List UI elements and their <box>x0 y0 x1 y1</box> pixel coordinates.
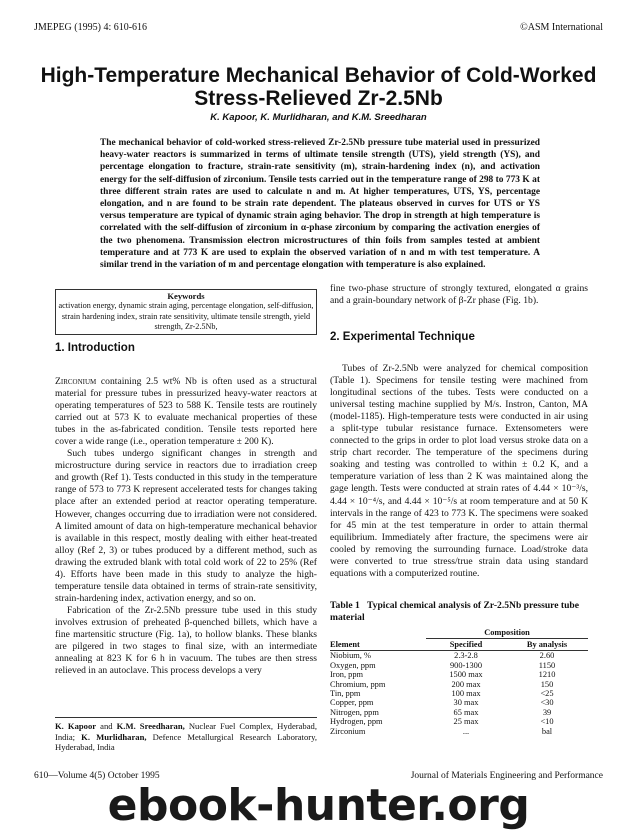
affil-join: and <box>96 721 117 731</box>
intro-paragraph-1-text: containing 2.5 wt% Nb is often used as a structural material for pressure tubes in pressurized heavy-water reactors at operating temperatures of 523 to 588 K. Tensile tests are routinely carried out at 573 K to evaluate mechanical properties of these tubes in the as-fabricated condition. Tensile tests reported here cover a wide range (i.e., operation temperature ± 200 K). <box>55 376 317 448</box>
cell-analysis: 2.60 <box>539 651 555 661</box>
composition-group-header: Composition <box>426 628 588 639</box>
cell-analysis: <25 <box>540 688 554 698</box>
table-row <box>330 661 588 670</box>
author-list: K. Kapoor, K. Murlidharan, and K.M. Sreedharan <box>210 112 427 123</box>
cell-analysis: 150 <box>540 679 554 689</box>
cell-analysis: 1210 <box>538 670 556 680</box>
section-heading-experimental: 2. Experimental Technique <box>330 331 475 343</box>
experimental-body <box>330 363 588 580</box>
keywords-heading: Keywords <box>167 291 205 301</box>
journal-reference: JMEPEG (1995) 4: 610-616 <box>34 22 148 33</box>
cell-specified: 200 max <box>451 679 481 689</box>
cell-element: Oxygen, ppm <box>330 660 376 670</box>
affil-org-1: Nuclear Fuel Complex, Hyderabad, India; <box>55 721 317 742</box>
section-heading-introduction: 1. Introduction <box>55 342 135 354</box>
table-row <box>330 670 588 679</box>
column-header-specified: Specified <box>449 640 483 650</box>
column-header-analysis: By analysis <box>526 640 568 650</box>
table-1-caption <box>330 600 588 624</box>
cell-specified: 25 max <box>453 717 479 727</box>
cell-analysis: <30 <box>540 698 554 708</box>
column-header-element: Element <box>330 639 360 649</box>
cell-specified: 30 max <box>453 698 479 708</box>
continued-paragraph: fine two-phase structure of strongly textured, elongated α grains and a grain-boundary network of β-Zr phase (Fig. 1b). <box>330 283 588 307</box>
abstract: The mechanical behavior of cold-worked stress-relieved Zr-2.5Nb pressure tube material used in pressurized heavy-water reactors is summarized in terms of ultimate tensile strength (UTS), yield strength (YS), and percentage elongation to fracture, strain-rate sensitivity (m), strain-hardening index (n), and activation energy for the self-diffusion of zirconium. Tensile tests carried out in the temperature range of 298 to 773 K at three different strain rates are used to calculate n and m. At higher temperatures, UTS, YS, percentage elongation, and n are found to be strain rate dependent. The plateaus observed in curves for UTS or YS versus temperature are typical of dynamic strain aging behavior. The drop in strength at high temperature is correlated with the self-diffusion of zirconium in α-phase zirconium by comparing the activation energies of the two phenomena. Transmission electron microstructures of thin foils from samples tested at ambient temperature and at 773 K are used to explain the observed variation of n and m with test temperature. A similar trend in the variation of m and percentage elongation with temperature is also explained. <box>100 138 540 271</box>
footer-volume: 610—Volume 4(5) October 1995 <box>34 771 160 781</box>
composition-table <box>330 628 588 736</box>
table-row <box>330 698 588 707</box>
table-row <box>330 717 588 726</box>
cell-element: Zirconium <box>330 726 366 736</box>
author-affiliation-footnote <box>55 717 317 753</box>
footer-journal-name: Journal of Materials Engineering and Performance <box>410 771 603 781</box>
watermark: ebook-hunter.org <box>107 780 530 831</box>
cell-analysis: <10 <box>540 717 554 727</box>
keywords-text: activation energy, dynamic strain aging, percentage elongation, self-diffusion, strain hardening index, strain rate sensitivity, ultimate tensile strength, yield strength, Zr-2.5Nb, <box>58 301 314 332</box>
copyright-notice: ©ASM International <box>520 22 603 33</box>
affil-org-2: Defence Metallurgical Research Laboratory, Hyderabad, India <box>55 731 317 753</box>
table-1-caption-text: Typical chemical analysis of Zr-2.5Nb pressure tube material <box>330 600 580 623</box>
table-1 <box>330 628 588 736</box>
drop-lead-word: Zirconium <box>55 376 97 387</box>
table-1-label: Table 1 <box>330 600 360 611</box>
cell-specified: 100 max <box>451 688 481 698</box>
table-row <box>330 708 588 717</box>
cell-specified: 900-1300 <box>449 660 483 670</box>
table-1-body <box>330 651 588 736</box>
cell-analysis: 1150 <box>538 660 556 670</box>
table-row <box>330 689 588 698</box>
cell-element: Iron, ppm <box>330 670 364 680</box>
affil-names-1: K. Kapoor <box>55 721 97 731</box>
introduction-body <box>55 376 317 677</box>
affil-names-3: K. Murlidharan, <box>81 731 147 742</box>
affil-names-2: K.M. Sreedharan, <box>116 721 185 731</box>
experimental-paragraph-1: Tubes of Zr-2.5Nb were analyzed for chemical composition (Table 1). Specimens for tensile testing were machined from longitudinal sections of the tubes. Tests were conducted on a universal testing machine supplied by M/s. Instron, Canton, MA (model-1185). High-temperature tests were conducted in air using a split-type tubular resistance furnace. Extensometers were connected to the grips in order to plot load versus stroke data on a strip chart recorder. The temperature of the specimens during soaking and testing was controlled to within ± 0.2 K, and a temperature variation of less than 2 K was maintained along the gage length. Tests were conducted at strain rates of 4.44 × 10⁻³/s, 4.44 × 10⁻⁴/s, and 4.44 × 10⁻⁵/s at room temperature and at 50 K intervals in the range of 423 to 773 K. The specimens were soaked for 45 min at the test temperature in order to attain thermal equilibrium. Immediately after fracture, the specimens were air cooled by removing the surrounding furnace. Load/stroke data were converted to true stress/true strain data using standard equations with a computerized routine. <box>330 363 588 579</box>
cell-analysis: bal <box>541 726 553 736</box>
cell-analysis: 39 <box>542 707 552 717</box>
keywords-box <box>55 289 317 335</box>
cell-specified: 2.3-2.8 <box>454 651 478 661</box>
table-row <box>330 651 588 661</box>
cell-specified: 1500 max <box>449 670 483 680</box>
cell-element: Copper, ppm <box>330 698 374 708</box>
cell-element: Hydrogen, ppm <box>330 717 383 727</box>
table-row <box>330 680 588 689</box>
table-row <box>330 727 588 736</box>
cell-element: Niobium, % <box>330 651 371 661</box>
cell-specified: 65 max <box>453 707 479 717</box>
cell-element: Chromium, ppm <box>330 679 386 689</box>
cell-specified: ... <box>462 726 470 736</box>
paper-title: High-Temperature Mechanical Behavior of Cold-Worked Stress-Relieved Zr-2.5Nb <box>40 64 597 110</box>
intro-paragraph-1 <box>55 376 317 448</box>
cell-element: Nitrogen, ppm <box>330 707 379 717</box>
cell-element: Tin, ppm <box>330 688 361 698</box>
intro-paragraph-2: Such tubes undergo significant changes in strength and microstructure during service in reactors due to irradiation creep and growth (Ref 1). Tests conducted in this study in the temperature range of 573 to 773 K represent accelerated tests for changes taking place after an extended period at reactor operating temperature. However, changes occurring due to irradiation were not considered. A limited amount of data on high-temperature mechanical behavior is available in this respect, mostly dealing with either heat-treated alloy (Ref 2, 3) or tubes produced by a different method, such as drawing the extruded blank with total cold work of 22 to 25% (Ref 4). Efforts have been made in this study to analyze the high-temperature tensile data obtained in terms of strain-rate sensitivity, strain-hardening index, activation energy, and so on. <box>55 448 317 604</box>
intro-paragraph-3: Fabrication of the Zr-2.5Nb pressure tube used in this study involves extrusion of preheated β-quenched billets, which have a fine martensitic structure (Fig. 1a), to hollow blanks. These blanks are pilgered in two stages to final size, with an intermediate annealing at 823 K for 6 h in vacuum. The tubes are then stress relieved in an autoclave. This process develops a very <box>55 604 317 677</box>
right-column-continuation <box>330 283 588 307</box>
